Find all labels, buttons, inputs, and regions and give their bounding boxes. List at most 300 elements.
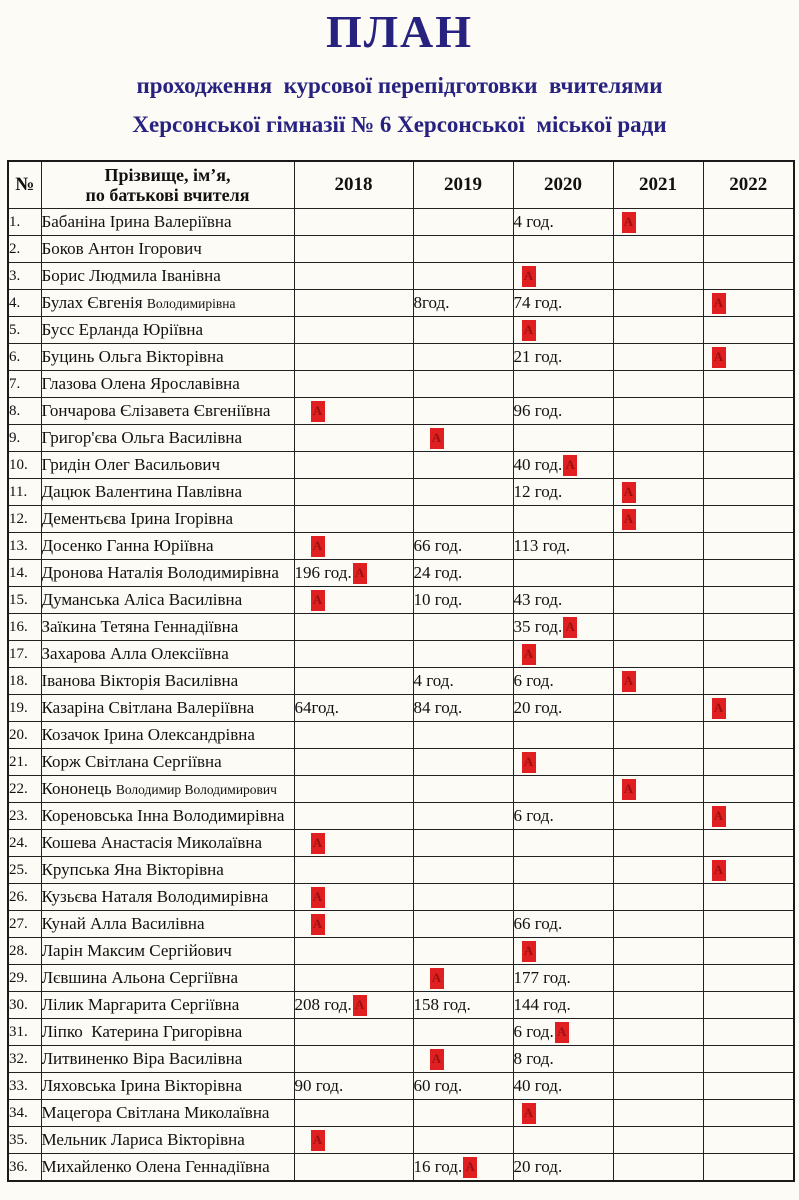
red-mark: А xyxy=(311,833,325,854)
header-name-line1: Прізвище, ім’я, xyxy=(104,164,231,185)
year-cell-2020: 66 год. xyxy=(513,911,613,938)
year-cell-2019: 84 год. xyxy=(413,695,513,722)
year-cell-2018 xyxy=(294,533,413,560)
teacher-name-cell: Козачок Ірина Олександрівна xyxy=(41,722,294,749)
table-row xyxy=(8,695,794,722)
table-row xyxy=(8,668,794,695)
year-cell-2019 xyxy=(413,1019,513,1046)
year-cell-2020: 6 год. xyxy=(513,668,613,695)
year-cell-2021 xyxy=(613,1073,703,1100)
year-cell-2019 xyxy=(413,479,513,506)
row-number-cell: 34. xyxy=(8,1100,41,1127)
header-row xyxy=(8,161,794,209)
year-cell-2022 xyxy=(703,830,794,857)
table-row xyxy=(8,560,794,587)
year-cell-2018 xyxy=(294,641,413,668)
year-cell-2018 xyxy=(294,479,413,506)
teacher-name-cell: Іванова Вікторія Василівна xyxy=(41,668,294,695)
year-cell-2022 xyxy=(703,587,794,614)
year-cell-2018 xyxy=(294,830,413,857)
column-header-teacher-name xyxy=(41,161,294,209)
year-cell-2019: 8год. xyxy=(413,290,513,317)
table-row xyxy=(8,614,794,641)
year-cell-2019: 4 год. xyxy=(413,668,513,695)
year-cell-2020 xyxy=(513,776,613,803)
table-row xyxy=(8,398,794,425)
year-cell-2019 xyxy=(413,614,513,641)
teacher-name-cell: Кореновська Інна Володимирівна xyxy=(41,803,294,830)
red-mark: А xyxy=(555,1022,569,1043)
red-mark: А xyxy=(622,509,636,530)
year-cell-2021 xyxy=(613,992,703,1019)
year-cell-2019 xyxy=(413,776,513,803)
year-cell-2022 xyxy=(703,236,794,263)
row-number-cell: 10. xyxy=(8,452,41,479)
year-cell-2019 xyxy=(413,344,513,371)
row-number-cell: 36. xyxy=(8,1154,41,1182)
year-cell-2020: 21 год. xyxy=(513,344,613,371)
table-row xyxy=(8,776,794,803)
column-header-2020: 2020 xyxy=(513,161,613,209)
row-number-cell: 28. xyxy=(8,938,41,965)
year-cell-2019 xyxy=(413,965,513,992)
row-number-cell: 21. xyxy=(8,749,41,776)
year-cell-2022 xyxy=(703,317,794,344)
year-cell-2018 xyxy=(294,938,413,965)
year-cell-2019 xyxy=(413,452,513,479)
red-mark: А xyxy=(522,266,536,287)
table-row xyxy=(8,992,794,1019)
year-cell-2019: 16 год. А xyxy=(413,1154,513,1182)
teacher-name-cell: Боков Антон Ігорович xyxy=(41,236,294,263)
table-row xyxy=(8,1100,794,1127)
year-cell-2021 xyxy=(613,344,703,371)
table-row xyxy=(8,236,794,263)
year-cell-2018 xyxy=(294,236,413,263)
table-row xyxy=(8,965,794,992)
red-mark: А xyxy=(311,401,325,422)
teacher-name-cell: Дацюк Валентина Павлівна xyxy=(41,479,294,506)
year-cell-2022 xyxy=(703,1154,794,1182)
document-subtitle-line2: Херсонської гімназії № 6 Херсонської міської ради xyxy=(132,112,667,138)
year-cell-2019 xyxy=(413,1100,513,1127)
red-mark: А xyxy=(311,536,325,557)
year-cell-2022 xyxy=(703,1100,794,1127)
year-cell-2020 xyxy=(513,560,613,587)
row-number-cell: 8. xyxy=(8,398,41,425)
teacher-name-cell: Бусс Ерланда Юріївна xyxy=(41,317,294,344)
row-number-cell: 9. xyxy=(8,425,41,452)
year-cell-2019 xyxy=(413,722,513,749)
teacher-name-cell: Кононець Володимир Володимирович xyxy=(41,776,294,803)
row-number-cell: 13. xyxy=(8,533,41,560)
red-mark: А xyxy=(712,293,726,314)
year-cell-2021 xyxy=(613,236,703,263)
table-row xyxy=(8,1046,794,1073)
year-cell-2022 xyxy=(703,776,794,803)
year-cell-2021 xyxy=(613,722,703,749)
year-cell-2019: 10 год. xyxy=(413,587,513,614)
table-row xyxy=(8,749,794,776)
year-cell-2019 xyxy=(413,911,513,938)
year-cell-2022 xyxy=(703,371,794,398)
table-row xyxy=(8,803,794,830)
year-cell-2021 xyxy=(613,857,703,884)
teacher-name-cell: Григор'єва Ольга Василівна xyxy=(41,425,294,452)
table-row xyxy=(8,1154,794,1182)
year-cell-2019 xyxy=(413,317,513,344)
teacher-name-cell: Дементьєва Ірина Ігорівна xyxy=(41,506,294,533)
year-cell-2018 xyxy=(294,317,413,344)
year-cell-2022 xyxy=(703,722,794,749)
row-number-cell: 2. xyxy=(8,236,41,263)
year-cell-2019 xyxy=(413,830,513,857)
row-number-cell: 18. xyxy=(8,668,41,695)
year-cell-2021 xyxy=(613,695,703,722)
year-cell-2020: 20 год. xyxy=(513,695,613,722)
year-cell-2018 xyxy=(294,371,413,398)
year-cell-2021 xyxy=(613,830,703,857)
year-cell-2022 xyxy=(703,506,794,533)
year-cell-2018 xyxy=(294,722,413,749)
year-cell-2022 xyxy=(703,452,794,479)
red-mark: А xyxy=(622,212,636,233)
year-cell-2020: 177 год. xyxy=(513,965,613,992)
table-row xyxy=(8,1127,794,1154)
year-cell-2020: 40 год. А xyxy=(513,452,613,479)
year-cell-2021 xyxy=(613,533,703,560)
year-cell-2020: 43 год. xyxy=(513,587,613,614)
year-cell-2021 xyxy=(613,803,703,830)
year-cell-2019: 24 год. xyxy=(413,560,513,587)
year-cell-2020: 20 год. xyxy=(513,1154,613,1182)
red-mark: А xyxy=(522,644,536,665)
table-header xyxy=(8,161,794,209)
year-cell-2019 xyxy=(413,1046,513,1073)
teacher-name-cell: Гончарова Єлізавета Євгеніївна xyxy=(41,398,294,425)
year-cell-2020 xyxy=(513,830,613,857)
year-cell-2018 xyxy=(294,1154,413,1182)
row-number-cell: 31. xyxy=(8,1019,41,1046)
year-cell-2022 xyxy=(703,290,794,317)
teacher-name-cell: Лєвшина Альона Сергіївна xyxy=(41,965,294,992)
red-mark: А xyxy=(522,1103,536,1124)
red-mark: А xyxy=(430,1049,444,1070)
teacher-name-small-part: Володимир Володимирович xyxy=(115,782,277,798)
red-mark: А xyxy=(522,320,536,341)
teacher-name-cell: Глазова Олена Ярославівна xyxy=(41,371,294,398)
year-cell-2021 xyxy=(613,749,703,776)
teacher-name-cell: Михайленко Олена Геннадіївна xyxy=(41,1154,294,1182)
teacher-name-cell: Лілик Маргарита Сергіївна xyxy=(41,992,294,1019)
teacher-name-cell: Мацегора Світлана Миколаївна xyxy=(41,1100,294,1127)
table-row xyxy=(8,830,794,857)
teacher-name-cell: Думанська Аліса Василівна xyxy=(41,587,294,614)
year-cell-2021 xyxy=(613,1154,703,1182)
row-number-cell: 29. xyxy=(8,965,41,992)
year-cell-2020: 74 год. xyxy=(513,290,613,317)
year-cell-2022 xyxy=(703,938,794,965)
row-number-cell: 3. xyxy=(8,263,41,290)
teacher-name-cell: Буцинь Ольга Вікторівна xyxy=(41,344,294,371)
row-number-cell: 15. xyxy=(8,587,41,614)
row-number-cell: 33. xyxy=(8,1073,41,1100)
year-cell-2022 xyxy=(703,857,794,884)
table-row xyxy=(8,317,794,344)
year-cell-2018 xyxy=(294,587,413,614)
year-cell-2018 xyxy=(294,911,413,938)
year-cell-2020 xyxy=(513,938,613,965)
year-cell-2019 xyxy=(413,425,513,452)
year-cell-2020 xyxy=(513,1127,613,1154)
table-row xyxy=(8,452,794,479)
teacher-name-cell: Мельник Лариса Вікторівна xyxy=(41,1127,294,1154)
teacher-name-cell: Заїкина Тетяна Геннадіївна xyxy=(41,614,294,641)
year-cell-2019 xyxy=(413,371,513,398)
year-cell-2022 xyxy=(703,1046,794,1073)
year-cell-2021 xyxy=(613,965,703,992)
table-row xyxy=(8,1019,794,1046)
year-cell-2022 xyxy=(703,263,794,290)
red-mark: А xyxy=(622,779,636,800)
year-cell-2021 xyxy=(613,263,703,290)
teacher-name-cell: Литвиненко Віра Василівна xyxy=(41,1046,294,1073)
teacher-name-cell: Ларін Максим Сергійович xyxy=(41,938,294,965)
title-block xyxy=(0,0,799,138)
row-number-cell: 5. xyxy=(8,317,41,344)
year-cell-2019 xyxy=(413,938,513,965)
table-row xyxy=(8,587,794,614)
year-cell-2021 xyxy=(613,506,703,533)
year-cell-2019 xyxy=(413,236,513,263)
year-cell-2021 xyxy=(613,398,703,425)
year-cell-2018 xyxy=(294,344,413,371)
row-number-cell: 23. xyxy=(8,803,41,830)
row-number-cell: 24. xyxy=(8,830,41,857)
year-cell-2020 xyxy=(513,884,613,911)
year-cell-2021 xyxy=(613,614,703,641)
year-cell-2018 xyxy=(294,1127,413,1154)
year-cell-2018 xyxy=(294,1100,413,1127)
year-cell-2022 xyxy=(703,992,794,1019)
year-cell-2018 xyxy=(294,452,413,479)
year-cell-2018: 196 год. А xyxy=(294,560,413,587)
year-cell-2018 xyxy=(294,668,413,695)
red-mark: А xyxy=(522,752,536,773)
row-number-cell: 35. xyxy=(8,1127,41,1154)
year-cell-2018 xyxy=(294,398,413,425)
year-cell-2020 xyxy=(513,749,613,776)
row-number-cell: 1. xyxy=(8,209,41,236)
year-cell-2020 xyxy=(513,371,613,398)
year-cell-2021 xyxy=(613,317,703,344)
red-mark: А xyxy=(311,1130,325,1151)
year-cell-2020 xyxy=(513,722,613,749)
year-cell-2019 xyxy=(413,263,513,290)
table-row xyxy=(8,641,794,668)
year-cell-2021 xyxy=(613,668,703,695)
row-number-cell: 27. xyxy=(8,911,41,938)
year-cell-2020 xyxy=(513,263,613,290)
year-cell-2021 xyxy=(613,641,703,668)
table-row xyxy=(8,425,794,452)
row-number-cell: 20. xyxy=(8,722,41,749)
year-cell-2021 xyxy=(613,371,703,398)
red-mark: А xyxy=(430,428,444,449)
year-cell-2019 xyxy=(413,803,513,830)
column-header-2021: 2021 xyxy=(613,161,703,209)
table-row xyxy=(8,344,794,371)
year-cell-2020: 8 год. xyxy=(513,1046,613,1073)
year-cell-2019 xyxy=(413,641,513,668)
year-cell-2021 xyxy=(613,209,703,236)
teacher-name-cell: Борис Людмила Іванівна xyxy=(41,263,294,290)
year-cell-2021 xyxy=(613,560,703,587)
year-cell-2022 xyxy=(703,614,794,641)
year-cell-2021 xyxy=(613,290,703,317)
year-cell-2019 xyxy=(413,749,513,776)
teacher-name-cell: Гридін Олег Васильович xyxy=(41,452,294,479)
teacher-name-cell: Дронова Наталія Володимирівна xyxy=(41,560,294,587)
year-cell-2022 xyxy=(703,884,794,911)
retraining-plan-table xyxy=(7,160,795,1182)
year-cell-2021 xyxy=(613,1127,703,1154)
table-row xyxy=(8,506,794,533)
red-mark: А xyxy=(311,590,325,611)
year-cell-2020 xyxy=(513,236,613,263)
year-cell-2021 xyxy=(613,1019,703,1046)
year-cell-2022 xyxy=(703,965,794,992)
year-cell-2018 xyxy=(294,1019,413,1046)
row-number-cell: 17. xyxy=(8,641,41,668)
red-mark: А xyxy=(712,698,726,719)
table-row xyxy=(8,290,794,317)
year-cell-2022 xyxy=(703,695,794,722)
teacher-name-cell: Досенко Ганна Юріївна xyxy=(41,533,294,560)
red-mark: А xyxy=(311,914,325,935)
row-number-cell: 4. xyxy=(8,290,41,317)
red-mark: А xyxy=(622,671,636,692)
year-cell-2021 xyxy=(613,911,703,938)
year-cell-2022 xyxy=(703,641,794,668)
year-cell-2021 xyxy=(613,776,703,803)
year-cell-2019 xyxy=(413,506,513,533)
year-cell-2020 xyxy=(513,641,613,668)
column-header-2019: 2019 xyxy=(413,161,513,209)
year-cell-2020: 6 год. xyxy=(513,803,613,830)
year-cell-2019 xyxy=(413,398,513,425)
year-cell-2021 xyxy=(613,1046,703,1073)
year-cell-2021 xyxy=(613,479,703,506)
row-number-cell: 12. xyxy=(8,506,41,533)
document-title: ПЛАН xyxy=(325,6,474,57)
year-cell-2021 xyxy=(613,938,703,965)
table-row xyxy=(8,938,794,965)
year-cell-2020: 35 год. А xyxy=(513,614,613,641)
year-cell-2018 xyxy=(294,506,413,533)
column-header-2018: 2018 xyxy=(294,161,413,209)
year-cell-2022 xyxy=(703,560,794,587)
table-row xyxy=(8,209,794,236)
year-cell-2022 xyxy=(703,209,794,236)
red-mark: А xyxy=(463,1157,477,1178)
table-row xyxy=(8,533,794,560)
red-mark: А xyxy=(712,860,726,881)
year-cell-2021 xyxy=(613,425,703,452)
year-cell-2021 xyxy=(613,1100,703,1127)
teacher-name-cell: Кошева Анастасія Миколаївна xyxy=(41,830,294,857)
table-row xyxy=(8,263,794,290)
red-mark: А xyxy=(712,806,726,827)
year-cell-2020: 12 год. xyxy=(513,479,613,506)
row-number-cell: 22. xyxy=(8,776,41,803)
year-cell-2020: 96 год. xyxy=(513,398,613,425)
year-cell-2018 xyxy=(294,884,413,911)
row-number-cell: 19. xyxy=(8,695,41,722)
year-cell-2020 xyxy=(513,425,613,452)
table-row xyxy=(8,479,794,506)
year-cell-2022 xyxy=(703,803,794,830)
year-cell-2018 xyxy=(294,290,413,317)
year-cell-2022 xyxy=(703,425,794,452)
table-row xyxy=(8,857,794,884)
year-cell-2018 xyxy=(294,803,413,830)
year-cell-2022 xyxy=(703,479,794,506)
header-name-line2: по батькові вчителя xyxy=(85,185,250,206)
year-cell-2020: 40 год. xyxy=(513,1073,613,1100)
year-cell-2019 xyxy=(413,209,513,236)
teacher-name-cell: Ляховська Ірина Вікторівна xyxy=(41,1073,294,1100)
year-cell-2020: 6 год. А xyxy=(513,1019,613,1046)
red-mark: А xyxy=(311,887,325,908)
table-body xyxy=(8,209,794,1182)
teacher-name-cell: Кузьєва Наталя Володимирівна xyxy=(41,884,294,911)
year-cell-2018 xyxy=(294,749,413,776)
year-cell-2018 xyxy=(294,1046,413,1073)
year-cell-2018 xyxy=(294,425,413,452)
year-cell-2019 xyxy=(413,857,513,884)
teacher-name-cell: Казаріна Світлана Валеріївна xyxy=(41,695,294,722)
year-cell-2019 xyxy=(413,884,513,911)
teacher-name-small-part: Володимирівна xyxy=(146,296,236,312)
red-mark: А xyxy=(353,995,367,1016)
teacher-name-cell: Ліпко Катерина Григорівна xyxy=(41,1019,294,1046)
red-mark: А xyxy=(712,347,726,368)
year-cell-2018: 208 год. А xyxy=(294,992,413,1019)
year-cell-2022 xyxy=(703,1073,794,1100)
year-cell-2021 xyxy=(613,587,703,614)
row-number-cell: 14. xyxy=(8,560,41,587)
row-number-cell: 32. xyxy=(8,1046,41,1073)
year-cell-2019: 66 год. xyxy=(413,533,513,560)
row-number-cell: 30. xyxy=(8,992,41,1019)
red-mark: А xyxy=(430,968,444,989)
year-cell-2019: 60 год. xyxy=(413,1073,513,1100)
column-header-number: № xyxy=(8,161,41,209)
year-cell-2018 xyxy=(294,776,413,803)
red-mark: А xyxy=(522,941,536,962)
table-row xyxy=(8,1073,794,1100)
year-cell-2018 xyxy=(294,857,413,884)
table-row xyxy=(8,722,794,749)
document-subtitle-line1: проходження курсової перепідготовки вчителями xyxy=(136,73,663,99)
year-cell-2020 xyxy=(513,506,613,533)
row-number-cell: 25. xyxy=(8,857,41,884)
year-cell-2020: 144 год. xyxy=(513,992,613,1019)
row-number-cell: 26. xyxy=(8,884,41,911)
year-cell-2022 xyxy=(703,1019,794,1046)
year-cell-2020 xyxy=(513,857,613,884)
